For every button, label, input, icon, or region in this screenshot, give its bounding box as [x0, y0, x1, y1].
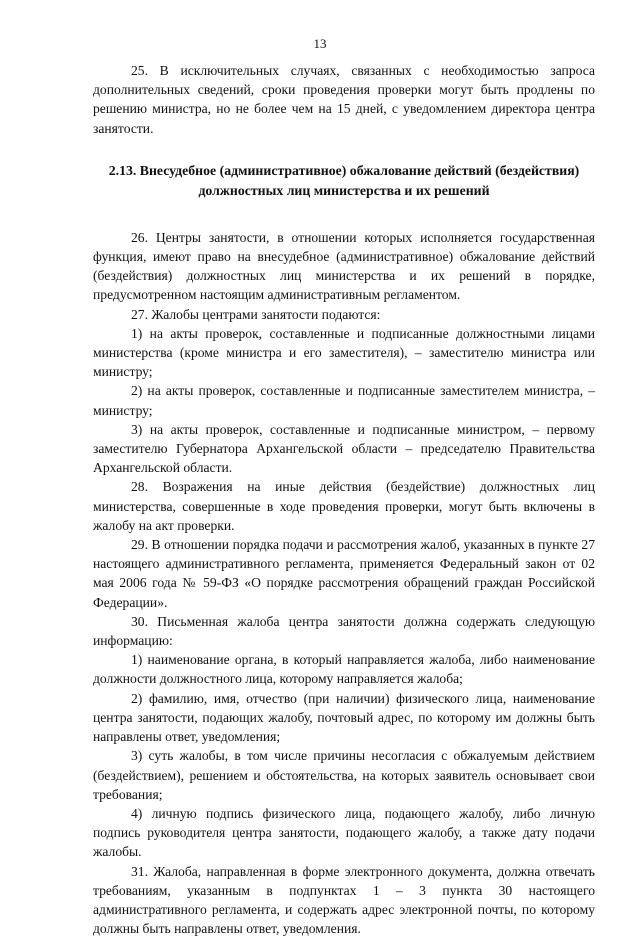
paragraph-26: 26. Центры занятости, в отношении которых исполняется государственная функция, имеют право на внесудебное (административное) обжалование действий (бездействия) должностных лиц министерства и их решений в порядке, предусмотренном настоящим административным регламентом. — [93, 229, 595, 303]
paragraph-27-item-1: 1) на акты проверок, составленные и подписанные должностными лицами министерства (кроме министра и его заместителя), – заместителю министра или министру; — [93, 325, 595, 380]
paragraph-28: 28. Возражения на иные действия (бездействие) должностных лиц министерства, совершенные в ходе проведения проверки, могут быть включены в жалобу на акт проверки. — [93, 479, 595, 533]
section-heading: 2.13. Внесудебное (административное) обжалование действий (бездействия) должностных лиц министерства и их решений — [108, 162, 580, 198]
page-number: 13 — [313, 36, 327, 51]
paragraph-27: 27. Жалобы центрами занятости подаются: — [131, 306, 381, 322]
paragraph-30-item-1: 1) наименование органа, в который направляется жалоба, либо наименование должности должностного лица, которому направляется жалоба; — [93, 652, 595, 687]
paragraph-25: 25. В исключительных случаях, связанных с необходимостью запроса дополнительных сведений, сроки проведения проверки могут быть продлены по решению министра, но не более чем на 15 дней, с уведомлением директора центра занятости. — [93, 63, 595, 136]
paragraph-29: 29. В отношении порядка подачи и рассмотрения жалоб, указанных в пункте 27 настоящего административного регламента, применяется Федеральный закон от 02 мая 2006 года № 59-ФЗ «О порядке рассмотрения обращений граждан Российской Федерации». — [93, 537, 595, 610]
paragraph-30-item-2: 2) фамилию, имя, отчество (при наличии) физического лица, наименование центра занятости, подающих жалобу, почтовый адрес, по которому им должны быть направлены ответ, уведомления; — [93, 690, 595, 745]
paragraph-31: 31. Жалоба, направленная в форме электронного документа, должна отвечать требованиям, указанным в подпунктах 1 – 3 пункта 30 настоящего административного регламента, и содержать адрес электронной почты, по которому должны быть направлены ответ, уведомления. — [93, 863, 595, 937]
paragraph-27-item-3: 3) на акты проверок, составленные и подписанные министром, – первому заместителю Губернатора Архангельской области – председателю Правительства Архангельской области. — [93, 421, 595, 476]
paragraph-27-item-2: 2) на акты проверок, составленные и подписанные заместителем министра, – министру; — [93, 383, 595, 418]
paragraph-30-item-4: 4) личную подпись физического лица, подающего жалобу, либо личную подпись руководителя центра занятости, подающего жалобу, а также дату подачи жалобы. — [93, 805, 595, 860]
paragraph-30: 30. Письменная жалоба центра занятости должна содержать следующую информацию: — [93, 613, 595, 649]
document-body — [93, 61, 595, 938]
paragraph-30-item-3: 3) суть жалобы, в том числе причины несогласия с обжалуемым действием (бездействием), решением и обстоятельства, на которых заявитель основывает свои требования; — [93, 748, 595, 802]
